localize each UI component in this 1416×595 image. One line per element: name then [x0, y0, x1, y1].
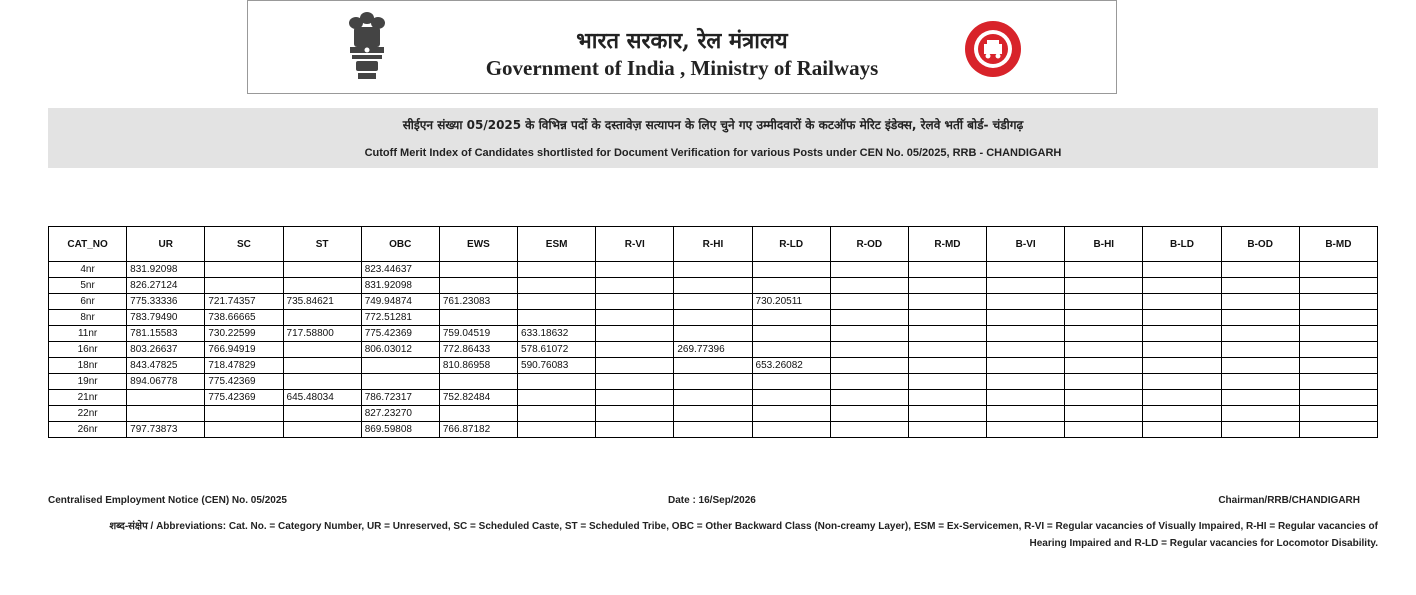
cutoff-cell: [830, 278, 908, 294]
cutoff-cell: 717.58800: [283, 326, 361, 342]
cat-no-cell: 5nr: [49, 278, 127, 294]
cutoff-cell: 786.72317: [361, 390, 439, 406]
abbreviations-note: [48, 518, 1378, 552]
cutoff-cell: [518, 310, 596, 326]
cutoff-cell: 775.33336: [127, 294, 205, 310]
cat-no-cell: 21nr: [49, 390, 127, 406]
cutoff-cell: [1065, 422, 1143, 438]
cutoff-cell: 749.94874: [361, 294, 439, 310]
cutoff-cell: 269.77396: [674, 342, 752, 358]
cutoff-cell: [1299, 278, 1377, 294]
cutoff-cell: [1143, 278, 1221, 294]
cutoff-cell: [987, 326, 1065, 342]
cutoff-cell: [1299, 422, 1377, 438]
cutoff-cell: [1143, 406, 1221, 422]
cutoff-cell: 781.15583: [127, 326, 205, 342]
cutoff-cell: [596, 278, 674, 294]
cutoff-cell: [908, 358, 986, 374]
cutoff-cell: [674, 390, 752, 406]
cutoff-cell: [1143, 374, 1221, 390]
cutoff-cell: [830, 326, 908, 342]
title-band: [48, 108, 1378, 168]
cutoff-cell: [908, 406, 986, 422]
cutoff-cell: 797.73873: [127, 422, 205, 438]
cutoff-cell: [1221, 374, 1299, 390]
cutoff-cell: [1143, 422, 1221, 438]
cutoff-cell: [674, 358, 752, 374]
cutoff-cell: [674, 374, 752, 390]
table-row: [49, 262, 1378, 278]
table-row: [49, 326, 1378, 342]
cutoff-cell: 653.26082: [752, 358, 830, 374]
cutoff-cell: [830, 390, 908, 406]
cutoff-cell: 810.86958: [439, 358, 517, 374]
cutoff-cell: [987, 294, 1065, 310]
cutoff-cell: [908, 390, 986, 406]
cutoff-cell: [596, 262, 674, 278]
cutoff-cell: [1299, 262, 1377, 278]
cutoff-cell: [596, 310, 674, 326]
cutoff-cell: [987, 406, 1065, 422]
cutoff-cell: 590.76083: [518, 358, 596, 374]
table-row: [49, 294, 1378, 310]
cutoff-cell: 735.84621: [283, 294, 361, 310]
column-header: ST: [283, 227, 361, 262]
cutoff-cell: [283, 262, 361, 278]
column-header: SC: [205, 227, 283, 262]
cutoff-cell: [987, 310, 1065, 326]
cutoff-cell: [1065, 342, 1143, 358]
cutoff-cell: [596, 326, 674, 342]
cutoff-cell: [987, 390, 1065, 406]
cutoff-cell: 721.74357: [205, 294, 283, 310]
cutoff-cell: 633.18632: [518, 326, 596, 342]
cutoff-cell: 645.48034: [283, 390, 361, 406]
cutoff-cell: [1299, 406, 1377, 422]
cutoff-cell: [674, 262, 752, 278]
table-header-row: [49, 227, 1378, 262]
cutoff-cell: [596, 406, 674, 422]
cutoff-cell: 843.47825: [127, 358, 205, 374]
table-row: [49, 406, 1378, 422]
cutoff-cell: [596, 342, 674, 358]
cutoff-cell: 772.86433: [439, 342, 517, 358]
cutoff-cell: [1143, 310, 1221, 326]
cutoff-cell: [518, 390, 596, 406]
cutoff-cell: [205, 406, 283, 422]
cat-no-cell: 18nr: [49, 358, 127, 374]
cutoff-cell: [830, 294, 908, 310]
column-header: ESM: [518, 227, 596, 262]
letterhead: [247, 0, 1117, 94]
cutoff-cell: [908, 326, 986, 342]
cutoff-cell: [596, 294, 674, 310]
cen-number: Centralised Employment Notice (CEN) No. 05/2025: [48, 495, 287, 506]
column-header: B-LD: [1143, 227, 1221, 262]
cat-no-cell: 6nr: [49, 294, 127, 310]
column-header: R-HI: [674, 227, 752, 262]
cutoff-cell: [908, 374, 986, 390]
cat-no-cell: 16nr: [49, 342, 127, 358]
cutoff-cell: [596, 390, 674, 406]
column-header: B-VI: [987, 227, 1065, 262]
cutoff-cell: 803.26637: [127, 342, 205, 358]
cutoff-cell: [1143, 358, 1221, 374]
cutoff-cell: [752, 422, 830, 438]
cutoff-cell: [752, 342, 830, 358]
cutoff-cell: [830, 342, 908, 358]
cutoff-cell: [1143, 262, 1221, 278]
cutoff-cell: [1221, 358, 1299, 374]
cutoff-cell: [1065, 310, 1143, 326]
table-row: [49, 310, 1378, 326]
cutoff-cell: [596, 374, 674, 390]
cutoff-cell: [987, 422, 1065, 438]
cutoff-cell: [1221, 326, 1299, 342]
abbreviations-line-1: शब्द-संक्षेप / Abbreviations: Cat. No. = Category Number, UR = Unreserved, SC = Scheduled Caste, ST = Scheduled Tribe, OBC = Other Backward Class (Non-creamy Layer), ESM = Ex-Servicemen, R-VI = Regular vacancies of Visually Impaired, R-HI = Regular vacancies of: [109, 521, 1378, 532]
table-row: [49, 358, 1378, 374]
cutoff-merit-table: [48, 226, 1378, 438]
cutoff-cell: [1221, 278, 1299, 294]
table-row: [49, 278, 1378, 294]
cutoff-cell: 869.59808: [361, 422, 439, 438]
cutoff-cell: [361, 374, 439, 390]
cutoff-cell: [127, 390, 205, 406]
column-header: UR: [127, 227, 205, 262]
cutoff-cell: [1299, 342, 1377, 358]
cutoff-cell: [1143, 326, 1221, 342]
cutoff-cell: 766.87182: [439, 422, 517, 438]
column-header: B-HI: [1065, 227, 1143, 262]
table-row: [49, 390, 1378, 406]
cutoff-cell: [752, 406, 830, 422]
cutoff-cell: [908, 294, 986, 310]
cutoff-cell: 761.23083: [439, 294, 517, 310]
column-header: R-OD: [830, 227, 908, 262]
cutoff-cell: 766.94919: [205, 342, 283, 358]
cutoff-cell: [1143, 294, 1221, 310]
cutoff-cell: [987, 342, 1065, 358]
cutoff-cell: [596, 358, 674, 374]
table-row: [49, 374, 1378, 390]
cutoff-cell: [1221, 390, 1299, 406]
cutoff-cell: [674, 406, 752, 422]
cutoff-cell: 783.79490: [127, 310, 205, 326]
cutoff-cell: [1221, 294, 1299, 310]
cutoff-cell: 775.42369: [205, 390, 283, 406]
cutoff-cell: [1065, 278, 1143, 294]
abbreviations-line-2: Hearing Impaired and R-LD = Regular vacancies for Locomotor Disability.: [1029, 538, 1378, 549]
cutoff-cell: 775.42369: [205, 374, 283, 390]
cutoff-cell: [752, 374, 830, 390]
cutoff-cell: 826.27124: [127, 278, 205, 294]
cutoff-cell: 831.92098: [127, 262, 205, 278]
cutoff-cell: [518, 294, 596, 310]
cutoff-cell: [283, 310, 361, 326]
cutoff-cell: 759.04519: [439, 326, 517, 342]
column-header: OBC: [361, 227, 439, 262]
cutoff-cell: [674, 310, 752, 326]
cutoff-cell: [830, 374, 908, 390]
cutoff-cell: [830, 422, 908, 438]
cutoff-cell: [1143, 390, 1221, 406]
cutoff-cell: [987, 262, 1065, 278]
cutoff-cell: 730.22599: [205, 326, 283, 342]
cutoff-cell: [518, 278, 596, 294]
header-title-hindi: भारत सरकार, रेल मंत्रालय: [576, 28, 788, 54]
cat-no-cell: 11nr: [49, 326, 127, 342]
cutoff-cell: 806.03012: [361, 342, 439, 358]
cutoff-cell: 718.47829: [205, 358, 283, 374]
cutoff-cell: 730.20511: [752, 294, 830, 310]
cutoff-cell: [283, 358, 361, 374]
cutoff-cell: [283, 406, 361, 422]
cutoff-cell: [439, 310, 517, 326]
cat-no-cell: 26nr: [49, 422, 127, 438]
cutoff-cell: [518, 262, 596, 278]
cutoff-cell: [752, 262, 830, 278]
cutoff-cell: 827.23270: [361, 406, 439, 422]
cutoff-cell: [1065, 406, 1143, 422]
cutoff-cell: [205, 262, 283, 278]
cutoff-cell: [908, 342, 986, 358]
cutoff-cell: 578.61072: [518, 342, 596, 358]
cutoff-cell: [1065, 390, 1143, 406]
cutoff-cell: [1065, 326, 1143, 342]
cutoff-cell: 894.06778: [127, 374, 205, 390]
table-row: [49, 342, 1378, 358]
cutoff-cell: [908, 262, 986, 278]
cat-no-cell: 22nr: [49, 406, 127, 422]
cutoff-cell: [439, 262, 517, 278]
cutoff-cell: 738.66665: [205, 310, 283, 326]
document-title-english: Cutoff Merit Index of Candidates shortlisted for Document Verification for various Posts under CEN No. 05/2025, RRB - CHANDIGARH: [364, 147, 1062, 159]
cutoff-cell: [752, 278, 830, 294]
column-header: EWS: [439, 227, 517, 262]
cutoff-cell: [908, 310, 986, 326]
column-header: B-OD: [1221, 227, 1299, 262]
cutoff-cell: [1299, 310, 1377, 326]
cutoff-cell: [1221, 310, 1299, 326]
cutoff-cell: [596, 422, 674, 438]
cutoff-cell: [361, 358, 439, 374]
cutoff-cell: [1065, 262, 1143, 278]
cutoff-cell: [1221, 406, 1299, 422]
cutoff-cell: [1065, 358, 1143, 374]
cutoff-cell: [127, 406, 205, 422]
cutoff-cell: [674, 294, 752, 310]
cutoff-cell: [830, 358, 908, 374]
cutoff-cell: 823.44637: [361, 262, 439, 278]
cutoff-cell: [1065, 374, 1143, 390]
cutoff-cell: [908, 278, 986, 294]
column-header: CAT_NO: [49, 227, 127, 262]
cutoff-cell: [1143, 342, 1221, 358]
cutoff-cell: [283, 422, 361, 438]
cutoff-cell: [1221, 342, 1299, 358]
cutoff-cell: [674, 422, 752, 438]
cutoff-cell: [1299, 294, 1377, 310]
indian-railways-logo-icon: [964, 20, 1022, 78]
cutoff-cell: [518, 406, 596, 422]
column-header: R-VI: [596, 227, 674, 262]
cutoff-cell: [439, 374, 517, 390]
cutoff-cell: [1299, 390, 1377, 406]
cutoff-cell: [987, 278, 1065, 294]
cutoff-cell: [674, 326, 752, 342]
cutoff-cell: 831.92098: [361, 278, 439, 294]
header-title-english: Government of India , Ministry of Railways: [485, 56, 879, 80]
cutoff-cell: [830, 406, 908, 422]
cutoff-cell: 752.82484: [439, 390, 517, 406]
cat-no-cell: 4nr: [49, 262, 127, 278]
cutoff-cell: [752, 310, 830, 326]
cutoff-cell: [908, 422, 986, 438]
cutoff-cell: [1221, 422, 1299, 438]
cutoff-cell: [987, 358, 1065, 374]
cat-no-cell: 19nr: [49, 374, 127, 390]
notice-date: Date : 16/Sep/2026: [668, 495, 756, 506]
cutoff-cell: [830, 262, 908, 278]
cutoff-cell: [1299, 358, 1377, 374]
cutoff-cell: [283, 278, 361, 294]
cutoff-cell: [987, 374, 1065, 390]
signatory: Chairman/RRB/CHANDIGARH: [1218, 495, 1360, 506]
table-row: [49, 422, 1378, 438]
cutoff-cell: [205, 278, 283, 294]
cutoff-cell: [752, 326, 830, 342]
column-header: B-MD: [1299, 227, 1377, 262]
cutoff-cell: [518, 374, 596, 390]
cutoff-cell: [1221, 262, 1299, 278]
cutoff-cell: [1299, 374, 1377, 390]
cutoff-cell: [1065, 294, 1143, 310]
column-header: R-LD: [752, 227, 830, 262]
cutoff-cell: [830, 310, 908, 326]
column-header: R-MD: [908, 227, 986, 262]
cutoff-cell: [283, 374, 361, 390]
cutoff-cell: [752, 390, 830, 406]
cutoff-cell: [283, 342, 361, 358]
document-title-hindi: सीईएन संख्या 05/2025 के विभिन्न पदों के दस्तावेज़ सत्यापन के लिए चुने गए उम्मीदवारों के कटऑफ मेरिट इंडेक्स, रेलवे भर्ती बोर्ड- चंडीगढ़: [402, 118, 1024, 132]
cat-no-cell: 8nr: [49, 310, 127, 326]
cutoff-cell: [439, 278, 517, 294]
cutoff-cell: 772.51281: [361, 310, 439, 326]
cutoff-cell: [205, 422, 283, 438]
cutoff-cell: 775.42369: [361, 326, 439, 342]
cutoff-cell: [674, 278, 752, 294]
cutoff-cell: [1299, 326, 1377, 342]
cutoff-cell: [439, 406, 517, 422]
cutoff-cell: [518, 422, 596, 438]
